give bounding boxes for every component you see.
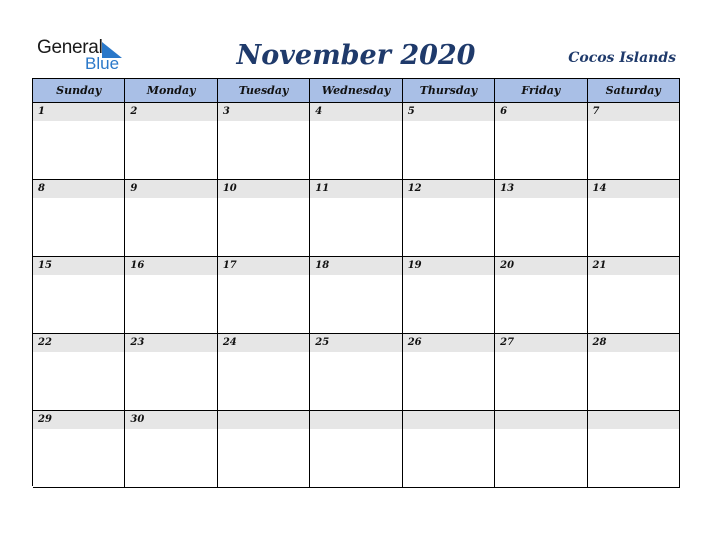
day-cell xyxy=(33,334,125,411)
day-cell xyxy=(495,180,587,257)
day-cell xyxy=(33,257,125,334)
day-cell xyxy=(495,411,587,488)
day-number-strip xyxy=(403,180,494,198)
day-number-strip xyxy=(495,180,586,198)
day-number-strip xyxy=(218,334,309,352)
day-cell xyxy=(125,257,217,334)
day-cell xyxy=(495,103,587,180)
day-number: 19 xyxy=(407,260,422,271)
day-number-strip xyxy=(588,180,679,198)
logo-general-text: General xyxy=(37,37,103,58)
weekday-monday: Monday xyxy=(125,79,217,103)
day-cell xyxy=(125,103,217,180)
day-number-strip xyxy=(310,411,401,429)
day-number: 17 xyxy=(222,260,237,271)
day-number: 28 xyxy=(592,337,607,348)
day-number-strip xyxy=(33,257,124,275)
day-cell xyxy=(310,334,402,411)
day-cell xyxy=(403,334,495,411)
day-number-strip xyxy=(310,103,401,121)
day-number: 13 xyxy=(500,183,515,194)
day-number-strip xyxy=(588,257,679,275)
day-number: 16 xyxy=(130,260,145,271)
day-cell xyxy=(403,180,495,257)
day-number-strip xyxy=(310,257,401,275)
day-number: 11 xyxy=(315,183,330,194)
day-number-strip xyxy=(125,334,216,352)
weekday-tuesday: Tuesday xyxy=(218,79,310,103)
day-cell xyxy=(125,180,217,257)
day-number-strip xyxy=(588,411,679,429)
day-cell xyxy=(218,411,310,488)
day-number-strip xyxy=(218,103,309,121)
day-number: 25 xyxy=(315,337,330,348)
day-number-strip xyxy=(495,334,586,352)
day-cell xyxy=(588,180,680,257)
day-number-strip xyxy=(588,334,679,352)
day-cell xyxy=(588,103,680,180)
day-number-strip xyxy=(218,411,309,429)
day-number: 29 xyxy=(38,414,52,425)
day-number: 1 xyxy=(38,106,45,117)
weekday-sunday: Sunday xyxy=(33,79,125,103)
day-number: 2 xyxy=(130,106,138,117)
day-number-strip xyxy=(218,180,309,198)
day-number: 9 xyxy=(130,183,138,194)
day-cell xyxy=(588,411,680,488)
day-cell xyxy=(125,334,217,411)
day-cell xyxy=(403,257,495,334)
weeks-container xyxy=(33,103,680,488)
week-row xyxy=(33,334,680,411)
week-row xyxy=(33,180,680,257)
day-cell xyxy=(495,334,587,411)
day-number-strip xyxy=(33,411,124,429)
weekday-header-row xyxy=(33,79,680,103)
generalblue-logo xyxy=(37,38,127,74)
weekday-friday: Friday xyxy=(495,79,587,103)
day-cell xyxy=(310,411,402,488)
day-cell xyxy=(310,180,402,257)
day-number: 3 xyxy=(222,106,230,117)
day-number: 30 xyxy=(130,414,145,425)
day-number-strip xyxy=(403,334,494,352)
day-cell xyxy=(310,257,402,334)
day-number-strip xyxy=(403,411,494,429)
calendar-title: November 2020 xyxy=(236,40,476,71)
day-number-strip xyxy=(310,334,401,352)
day-number: 18 xyxy=(315,260,330,271)
weekday-saturday: Saturday xyxy=(588,79,680,103)
day-number: 8 xyxy=(38,183,45,194)
day-cell xyxy=(33,103,125,180)
day-number-strip xyxy=(125,180,216,198)
day-number-strip xyxy=(588,103,679,121)
day-number-strip xyxy=(310,180,401,198)
day-cell xyxy=(218,103,310,180)
day-number-strip xyxy=(495,103,586,121)
day-cell xyxy=(218,257,310,334)
day-number: 12 xyxy=(407,183,422,194)
weekday-wednesday: Wednesday xyxy=(310,79,402,103)
day-number-strip xyxy=(495,257,586,275)
day-number-strip xyxy=(125,411,216,429)
country-label: Cocos Islands xyxy=(568,50,676,66)
day-cell xyxy=(33,180,125,257)
day-cell xyxy=(125,411,217,488)
day-number: 7 xyxy=(592,106,600,117)
day-number: 5 xyxy=(407,106,415,117)
week-row xyxy=(33,257,680,334)
day-number: 24 xyxy=(222,337,237,348)
day-number: 23 xyxy=(130,337,145,348)
logo-blue-text: Blue xyxy=(85,54,120,73)
day-number: 4 xyxy=(315,106,323,117)
day-cell xyxy=(588,334,680,411)
calendar-grid xyxy=(32,78,680,486)
week-row xyxy=(33,411,680,488)
day-number-strip xyxy=(125,103,216,121)
day-number: 21 xyxy=(592,260,607,271)
day-number: 26 xyxy=(407,337,422,348)
day-number-strip xyxy=(403,103,494,121)
day-number: 6 xyxy=(500,106,508,117)
day-cell xyxy=(218,180,310,257)
day-number-strip xyxy=(218,257,309,275)
day-number-strip xyxy=(495,411,586,429)
day-number: 27 xyxy=(500,337,515,348)
weekday-thursday: Thursday xyxy=(403,79,495,103)
day-cell xyxy=(310,103,402,180)
day-number-strip xyxy=(403,257,494,275)
day-number-strip xyxy=(33,180,124,198)
day-number-strip xyxy=(33,334,124,352)
day-cell xyxy=(403,411,495,488)
day-number: 10 xyxy=(222,183,237,194)
day-number: 20 xyxy=(500,260,515,271)
day-cell xyxy=(33,411,125,488)
day-cell xyxy=(403,103,495,180)
day-number: 22 xyxy=(38,337,52,348)
day-cell xyxy=(588,257,680,334)
day-cell xyxy=(495,257,587,334)
day-number: 14 xyxy=(592,183,607,194)
day-number-strip xyxy=(33,103,124,121)
week-row xyxy=(33,103,680,180)
day-cell xyxy=(218,334,310,411)
day-number-strip xyxy=(125,257,216,275)
day-number: 15 xyxy=(38,260,52,271)
